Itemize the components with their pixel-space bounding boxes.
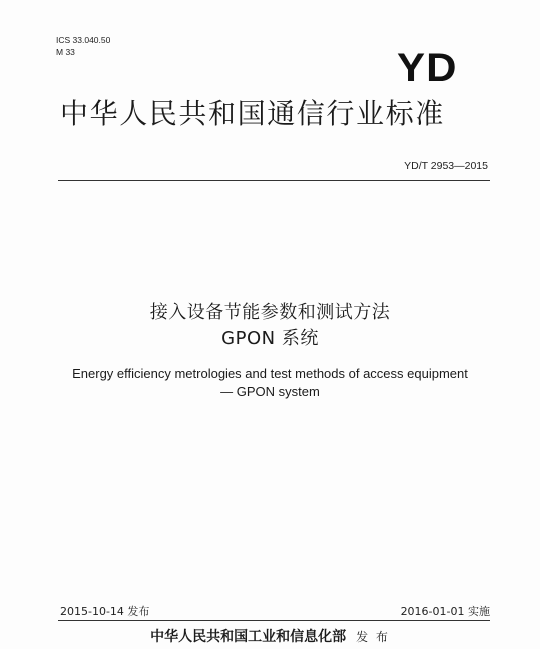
english-title [0, 365, 540, 401]
implement-date: 2016-01-01 实施 [400, 605, 490, 618]
publisher-name: 中华人民共和国工业和信息化部 [150, 629, 347, 645]
ics-code: ICS 33.040.50 [56, 35, 111, 45]
chinese-title-line-2: GPON 系统 [221, 328, 319, 349]
chinese-title-line-1: 接入设备节能参数和测试方法 [149, 302, 391, 323]
yd-logo: YD [397, 46, 458, 90]
document-number: YD/T 2953—2015 [404, 160, 488, 172]
chinese-title [0, 300, 540, 352]
classification-codes [56, 34, 110, 58]
footer-divider [58, 620, 490, 621]
category-code: M 33 [56, 47, 75, 57]
publish-label: 发 布 [356, 630, 390, 644]
standard-title: 中华人民共和国通信行业标准 [60, 97, 445, 130]
issue-date: 2015-10-14 发布 [60, 605, 150, 618]
publisher-line [0, 626, 540, 646]
header-divider [58, 180, 490, 181]
english-title-line-2: — GPON system [220, 384, 320, 399]
english-title-line-1: Energy efficiency metrologies and test methods of access equipment [72, 366, 468, 381]
